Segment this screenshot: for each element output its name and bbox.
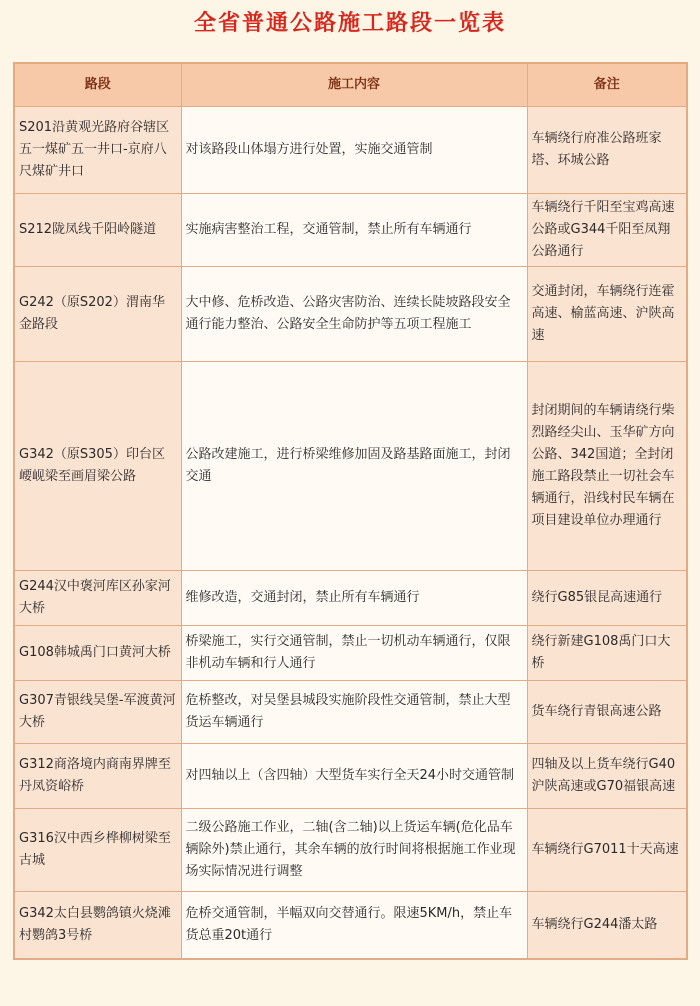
cell-note: 货车绕行青银高速公路 xyxy=(527,681,687,744)
construction-table xyxy=(13,62,688,960)
table-row xyxy=(14,267,687,362)
cell-note: 绕行G85银昆高速通行 xyxy=(527,571,687,626)
cell-note: 封闭期间的车辆请绕行柴烈路经尖山、玉华矿方向公路、342国道；全封闭施工路段禁止一切社会车辆通行，沿线村民车辆在项目建设单位办理通行 xyxy=(527,362,687,571)
cell-content: 对四轴以上（含四轴）大型货车实行全天24小时交通管制 xyxy=(181,744,527,809)
table-row xyxy=(14,744,687,809)
cell-road: G242（原S202）渭南华金路段 xyxy=(14,267,181,362)
table-row xyxy=(14,892,687,960)
cell-note: 车辆绕行千阳至宝鸡高速公路或G344千阳至凤翔公路通行 xyxy=(527,194,687,267)
table-row xyxy=(14,107,687,194)
cell-content: 危桥交通管制，半幅双向交替通行。限速5KM/h，禁止车货总重20t通行 xyxy=(181,892,527,960)
cell-road: S212陇凤线千阳岭隧道 xyxy=(14,194,181,267)
cell-road: G108韩城禹门口黄河大桥 xyxy=(14,626,181,681)
cell-note: 绕行新建G108禹门口大桥 xyxy=(527,626,687,681)
cell-road: S201沿黄观光路府谷辖区五一煤矿五一井口-京府八尺煤矿井口 xyxy=(14,107,181,194)
cell-content: 对该路段山体塌方进行处置，实施交通管制 xyxy=(181,107,527,194)
table-row xyxy=(14,809,687,892)
table-row xyxy=(14,571,687,626)
cell-road: G316汉中西乡桦柳树梁至古城 xyxy=(14,809,181,892)
cell-road: G342（原S305）印台区崾岘梁至画眉梁公路 xyxy=(14,362,181,571)
cell-road: G342太白县鹦鸽镇火烧滩村鹦鸽3号桥 xyxy=(14,892,181,960)
cell-content: 桥梁施工，实行交通管制，禁止一切机动车辆通行，仅限非机动车辆和行人通行 xyxy=(181,626,527,681)
cell-road: G312商洛境内商南界牌至丹凤资峪桥 xyxy=(14,744,181,809)
cell-content: 维修改造，交通封闭，禁止所有车辆通行 xyxy=(181,571,527,626)
cell-road: G244汉中褒河库区孙家河大桥 xyxy=(14,571,181,626)
cell-content: 大中修、危桥改造、公路灾害防治、连续长陡坡路段安全通行能力整治、公路安全生命防护等五项工程施工 xyxy=(181,267,527,362)
cell-note: 车辆绕行G7011十天高速 xyxy=(527,809,687,892)
cell-road: G307青银线吴堡-军渡黄河大桥 xyxy=(14,681,181,744)
cell-content: 危桥整改，对吴堡县城段实施阶段性交通管制，禁止大型货运车辆通行 xyxy=(181,681,527,744)
cell-note: 车辆绕行G244潘太路 xyxy=(527,892,687,960)
table-row xyxy=(14,626,687,681)
cell-note: 交通封闭，车辆绕行连霍高速、榆蓝高速、沪陕高速 xyxy=(527,267,687,362)
header-road: 路段 xyxy=(14,63,181,107)
page-title: 全省普通公路施工路段一览表 xyxy=(193,11,506,36)
header-note: 备注 xyxy=(527,63,687,107)
table-row xyxy=(14,681,687,744)
cell-content: 公路改建施工，进行桥梁维修加固及路基路面施工，封闭交通 xyxy=(181,362,527,571)
cell-note: 四轴及以上货车绕行G40沪陕高速或G70福银高速 xyxy=(527,744,687,809)
header-content: 施工内容 xyxy=(181,63,527,107)
table-header-row xyxy=(14,63,687,107)
table-row xyxy=(14,194,687,267)
table-row xyxy=(14,362,687,571)
cell-note: 车辆绕行府准公路班家塔、环城公路 xyxy=(527,107,687,194)
cell-content: 二级公路施工作业，二轴(含二轴)以上货运车辆(危化品车辆除外)禁止通行，其余车辆的放行时间将根据施工作业现场实际情况进行调整 xyxy=(181,809,527,892)
cell-content: 实施病害整治工程，交通管制，禁止所有车辆通行 xyxy=(181,194,527,267)
